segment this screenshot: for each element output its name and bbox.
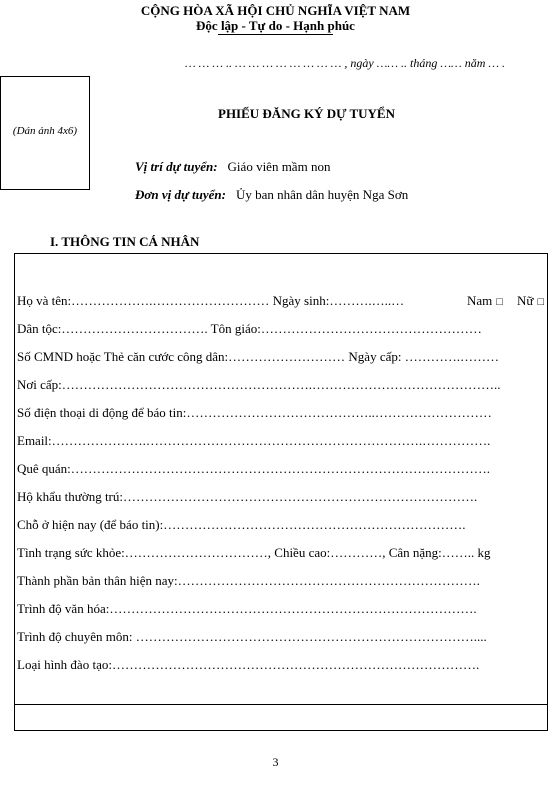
professional-level-field[interactable]: Trình độ chuyên môn: …………………………………………………………………….... xyxy=(17,629,487,644)
photo-label: (Dán ảnh 4x6) xyxy=(12,125,78,137)
motto: Độc lập - Tự do - Hạnh phúc xyxy=(196,18,355,33)
email-field[interactable]: Email:………………….……………………………………………………….……………. xyxy=(17,433,491,448)
gender-female-option[interactable] xyxy=(517,293,544,309)
position-row xyxy=(135,159,330,175)
unit-label: Đơn vị dự tuyển: xyxy=(135,187,226,202)
position-label: Vị trí dự tuyển: xyxy=(135,159,218,174)
female-checkbox[interactable]: □ xyxy=(537,296,545,308)
form-title: PHIẾU ĐĂNG KÝ DỰ TUYỂN xyxy=(218,106,395,121)
date-line: … … … .. … … … … … … … … , ngày …… .. tháng …… năm … . xyxy=(185,56,506,70)
health-height-weight-field[interactable]: Tình trạng sức khỏe:……………………………, Chiều cao:…………, Cân nặng:…….. kg xyxy=(17,545,491,560)
motto-underline xyxy=(218,34,333,35)
personal-info-box xyxy=(14,253,548,731)
box-divider xyxy=(15,704,547,705)
ethnicity-religion-field[interactable]: Dân tộc:……………………………. Tôn giáo:…………………………………………… xyxy=(17,321,482,336)
name-birthdate-text: Họ và tên:……………….……………………… Ngày sinh:……….…..… xyxy=(17,293,405,308)
id-card-field[interactable]: Số CMND hoặc Thẻ căn cước công dân:……………………… Ngày cấp: ………….……… xyxy=(17,349,499,364)
issue-place-field[interactable]: Nơi cấp:………………………………………………….…………………………………….. xyxy=(17,377,501,392)
permanent-residence-field[interactable]: Hộ khẩu thường trú:………………………………………………………………………. xyxy=(17,489,478,504)
unit-value: Ủy ban nhân dân huyện Nga Sơn xyxy=(235,187,409,202)
education-level-field[interactable]: Trình độ văn hóa:…………………………………………………………………………. xyxy=(17,601,477,616)
male-checkbox[interactable]: □ xyxy=(496,296,503,308)
position-value: Giáo viên mầm non xyxy=(227,159,331,174)
female-label: Nữ xyxy=(517,293,534,308)
current-address-field[interactable]: Chỗ ở hiện nay (để báo tin):……………………………………………………………. xyxy=(17,517,466,532)
hometown-field[interactable]: Quê quán:……………………………………………………………………………………. xyxy=(17,461,491,476)
male-label: Nam xyxy=(467,293,493,308)
page-number: 3 xyxy=(272,755,279,769)
nation-header: CỘNG HÒA XÃ HỘI CHỦ NGHĨA VIỆT NAM xyxy=(140,3,411,18)
phone-field[interactable]: Số điện thoại di động để báo tin:……………………………………..……………………… xyxy=(17,405,492,420)
gender-male-option[interactable] xyxy=(467,293,503,309)
social-status-field[interactable]: Thành phần bản thân hiện nay:……………………………………………………………. xyxy=(17,573,480,588)
unit-row xyxy=(135,187,408,203)
training-type-field[interactable]: Loại hình đào tạo:…………………………………………………………………………. xyxy=(17,657,480,672)
photo-placeholder xyxy=(0,76,90,190)
name-birthdate-field[interactable] xyxy=(17,293,545,309)
section-title: I. THÔNG TIN CÁ NHÂN xyxy=(50,234,200,249)
